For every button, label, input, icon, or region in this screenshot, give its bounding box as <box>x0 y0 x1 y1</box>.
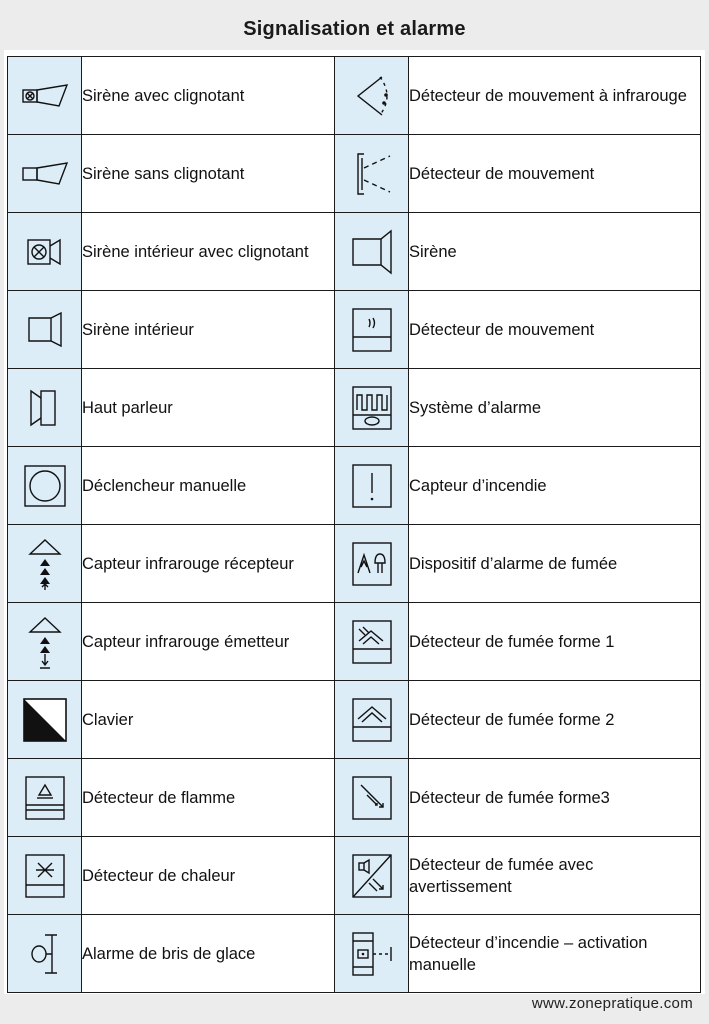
smoke-detector-warning-icon <box>335 837 409 915</box>
symbol-label: Détecteur de fumée forme 1 <box>409 603 701 681</box>
fire-sensor-icon <box>335 447 409 525</box>
symbol-label: Haut parleur <box>82 369 335 447</box>
table-row <box>8 213 701 291</box>
symbol-label: Détecteur de mouvement <box>409 135 701 213</box>
symbol-label: Sirène intérieur avec clignotant <box>82 213 335 291</box>
symbol-label: Sirène avec clignotant <box>82 57 335 135</box>
table-row <box>8 447 701 525</box>
glass-break-alarm-icon <box>8 915 82 993</box>
infrared-motion-detector-icon <box>335 57 409 135</box>
symbol-label: Détecteur de fumée forme3 <box>409 759 701 837</box>
table-row <box>8 369 701 447</box>
symbol-label: Sirène <box>409 213 701 291</box>
manual-call-point-icon <box>8 447 82 525</box>
symbol-label: Détecteur de flamme <box>82 759 335 837</box>
table-row <box>8 837 701 915</box>
source-watermark: www.zonepratique.com <box>531 995 693 1012</box>
symbol-label: Capteur infrarouge émetteur <box>82 603 335 681</box>
siren-flashing-icon <box>8 57 82 135</box>
symbol-label: Clavier <box>82 681 335 759</box>
symbol-label: Détecteur de mouvement à infrarouge <box>409 57 701 135</box>
smoke-detector-1-icon <box>335 603 409 681</box>
motion-detector-wall-icon <box>335 135 409 213</box>
table-row <box>8 135 701 213</box>
keypad-icon <box>8 681 82 759</box>
alarm-system-icon <box>335 369 409 447</box>
page-title: Signalisation et alarme <box>243 18 466 40</box>
loudspeaker-icon <box>8 369 82 447</box>
infrared-emitter-icon <box>8 603 82 681</box>
symbol-legend-table <box>7 56 701 993</box>
table-row <box>8 291 701 369</box>
symbol-label: Capteur d’incendie <box>409 447 701 525</box>
symbol-label: Capteur infrarouge récepteur <box>82 525 335 603</box>
table-row <box>8 759 701 837</box>
indoor-siren-flashing-icon <box>8 213 82 291</box>
symbol-label: Système d’alarme <box>409 369 701 447</box>
heat-detector-icon <box>8 837 82 915</box>
symbol-label: Détecteur de mouvement <box>409 291 701 369</box>
symbol-label: Dispositif d’alarme de fumée <box>409 525 701 603</box>
indoor-siren-icon <box>8 291 82 369</box>
table-row <box>8 57 701 135</box>
table-row <box>8 915 701 993</box>
smoke-alarm-device-icon <box>335 525 409 603</box>
symbol-label: Détecteur d’incendie – activation manuelle <box>409 915 701 993</box>
infrared-receiver-icon <box>8 525 82 603</box>
symbol-label: Détecteur de chaleur <box>82 837 335 915</box>
table-row <box>8 681 701 759</box>
smoke-detector-3-icon <box>335 759 409 837</box>
symbol-label: Alarme de bris de glace <box>82 915 335 993</box>
table-row <box>8 525 701 603</box>
smoke-detector-2-icon <box>335 681 409 759</box>
symbol-label: Détecteur de fumée avec avertissement <box>409 837 701 915</box>
siren-no-flash-icon <box>8 135 82 213</box>
symbol-label: Sirène intérieur <box>82 291 335 369</box>
manual-fire-activation-icon <box>335 915 409 993</box>
table-row <box>8 603 701 681</box>
symbol-label: Détecteur de fumée forme 2 <box>409 681 701 759</box>
siren-icon <box>335 213 409 291</box>
motion-detector-box-icon <box>335 291 409 369</box>
symbol-label: Sirène sans clignotant <box>82 135 335 213</box>
symbol-label: Déclencheur manuelle <box>82 447 335 525</box>
flame-detector-icon <box>8 759 82 837</box>
